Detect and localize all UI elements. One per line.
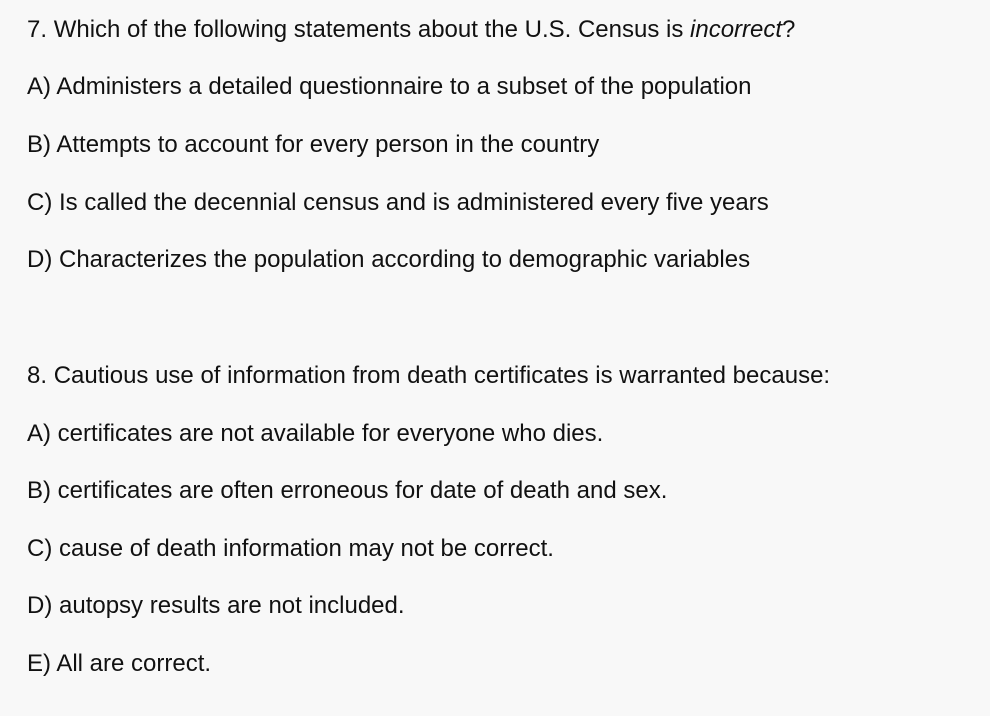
question-7-option-d [27,245,750,275]
question-7-option-c [27,188,769,218]
question-emphasis: incorrect [690,16,783,43]
option-text: Characterizes the population according to demographic variables [59,246,751,273]
option-text: Attempts to account for every person in the country [56,131,600,158]
question-8-option-e [27,649,211,679]
question-text: Which of the following statements about the U.S. Census is [53,16,691,43]
option-text: Is called the decennial census and is administered every five years [59,189,769,216]
option-label: D) [27,246,53,273]
option-text: cause of death information may not be correct. [59,535,554,562]
option-label: C) [27,189,53,216]
question-text-end: ? [782,16,796,43]
question-8-option-a [27,419,603,449]
question-text: Cautious use of information from death certificates is warranted because: [53,362,831,389]
option-text: Administers a detailed questionnaire to a subset of the population [56,73,752,100]
option-label: A) [27,73,51,100]
option-label: C) [27,535,53,562]
option-text: certificates are not available for everyone who dies. [57,420,604,447]
option-text: autopsy results are not included. [59,592,405,619]
option-text: All are correct. [56,650,212,677]
question-8-option-c [27,534,554,564]
question-8-stem [27,361,830,391]
option-label: B) [27,131,51,158]
question-7-stem [27,15,795,45]
question-8-option-d [27,591,405,621]
option-label: D) [27,592,53,619]
option-label: E) [27,650,51,677]
option-text: certificates are often erroneous for date of death and sex. [57,477,668,504]
option-label: A) [27,420,51,447]
question-7-option-b [27,130,599,160]
option-label: B) [27,477,51,504]
question-7-option-a [27,72,751,102]
question-8-option-b [27,476,667,506]
question-number: 7. [27,16,48,43]
question-number: 8. [27,362,48,389]
